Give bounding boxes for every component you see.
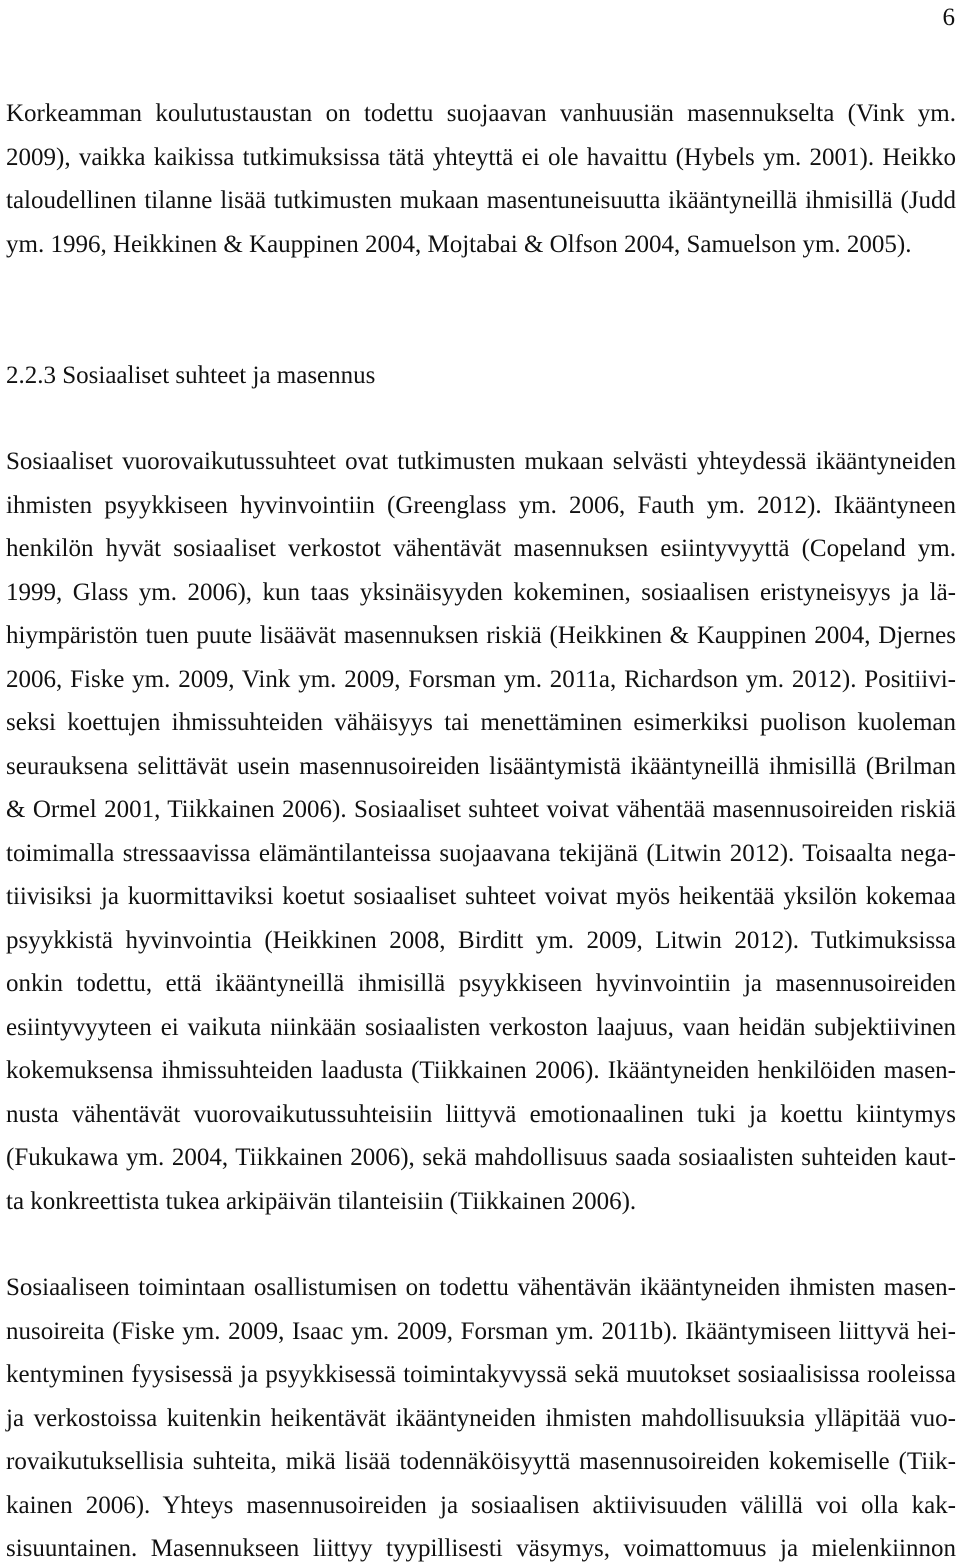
paragraph-line: kokemuksensa ihmissuhteiden laadusta (Tiikkainen 2006). Ikääntyneiden henkilöiden masen-: [6, 1057, 956, 1084]
body-paragraph: [6, 1266, 956, 1563]
paragraph-line: onkin todettu, että ikääntyneillä ihmisillä psyykkiseen hyvinvointiin ja masennusoireiden: [6, 970, 956, 997]
paragraph-line: ihmisten psyykkiseen hyvinvointiin (Greenglass ym. 2006, Fauth ym. 2012). Ikääntyneen: [6, 491, 956, 519]
paragraph-line: 2009), vaikka kaikissa tutkimuksissa tätä yhteyttä ei ole havaittu (Hybels ym. 2001). Heikko: [6, 143, 956, 171]
section-heading-block: [6, 354, 956, 398]
section-heading: 2.2.3 Sosiaaliset suhteet ja masennus: [6, 362, 376, 389]
paragraph-line: esiintyvyyteen ei vaikuta niinkään sosiaalisten verkoston laajuus, vaan heidän subjektiivinen: [6, 1013, 956, 1041]
paragraph-line: ja verkostoissa kuitenkin heikentävät ikääntyneiden ihmisten mahdollisuuksia ylläpitää vuo-: [6, 1404, 956, 1432]
paragraph-line: taloudellinen tilanne lisää tutkimusten mukaan masentuneisuutta ikääntyneillä ihmisillä (Judd: [6, 187, 956, 214]
paragraph-line: ta konkreettista tukea arkipäivän tilanteisiin (Tiikkainen 2006).: [6, 1187, 637, 1215]
paragraph-line: toimimalla stressaavissa elämäntilanteissa suojaavana tekijänä (Litwin 2012). Toisaalta nega-: [6, 839, 956, 867]
paragraph-line: (Fukukawa ym. 2004, Tiikkainen 2006), sekä mahdollisuus saada sosiaalisten suhteiden kaut-: [6, 1144, 956, 1171]
paragraph-line: kainen 2006). Yhteys masennusoireiden ja sosiaalisen aktiivisuuden välillä voi olla kak-: [6, 1491, 956, 1519]
paragraph-line: sisuuntainen. Masennukseen liittyy tyypillisesti väsymys, voimattomuus ja mielenkiinnon: [6, 1535, 956, 1562]
paragraph-line: seksi koettujen ihmissuhteiden vähäisyys tai menettäminen esimerkiksi puolison kuoleman: [6, 709, 956, 736]
paragraph-line: kentyminen fyysisessä ja psyykkisessä toimintakyvyssä sekä muutokset sosiaalisissa rooleissa: [6, 1361, 956, 1388]
body-paragraph: [6, 92, 956, 266]
paragraph-line: 2006, Fiske ym. 2009, Vink ym. 2009, Forsman ym. 2011a, Richardson ym. 2012). Positiivi-: [6, 665, 956, 693]
paragraph-line: hiympäristön tuen puute lisäävät masennuksen riskiä (Heikkinen & Kauppinen 2004, Djernes: [6, 622, 956, 649]
page-number: 6: [942, 4, 955, 31]
paragraph-line: 1999, Glass ym. 2006), kun taas yksinäisyyden kokeminen, sosiaalisen eristyneisyys ja lä-: [6, 578, 956, 606]
paragraph-line: nusta vähentävät vuorovaikutussuhteisiin liittyvä emotionaalinen tuki ja koettu kiintymys: [6, 1100, 956, 1128]
paragraph-line: tiivisiksi ja kuormittaviksi koetut sosiaaliset suhteet voivat myös heikentää yksilön kokemaa: [6, 883, 956, 910]
paragraph-line: henkilön hyvät sosiaaliset verkostot vähentävät masennuksen esiintyvyyttä (Copeland ym.: [6, 535, 956, 562]
paragraph-line: Sosiaaliseen toimintaan osallistumisen on todettu vähentävän ikääntyneiden ihmisten masen-: [6, 1274, 956, 1301]
paragraph-line: & Ormel 2001, Tiikkainen 2006). Sosiaaliset suhteet voivat vähentää masennusoireiden riskiä: [6, 796, 956, 823]
paragraph-line: Sosiaaliset vuorovaikutussuhteet ovat tutkimusten mukaan selvästi yhteydessä ikääntyneiden: [6, 448, 956, 475]
paragraph-line: ym. 1996, Heikkinen & Kauppinen 2004, Mojtabai & Olfson 2004, Samuelson ym. 2005).: [6, 230, 912, 258]
paragraph-line: seurauksena selittävät usein masennusoireiden lisääntymistä ikääntyneillä ihmisillä (Brilman: [6, 752, 956, 780]
paragraph-line: Korkeamman koulutustaustan on todettu suojaavan vanhuusiän masennukselta (Vink ym.: [6, 100, 956, 127]
paragraph-line: nusoireita (Fiske ym. 2009, Isaac ym. 2009, Forsman ym. 2011b). Ikääntymiseen liittyvä hei-: [6, 1317, 956, 1345]
body-paragraph: [6, 440, 956, 1223]
paragraph-line: psyykkistä hyvinvointia (Heikkinen 2008, Birditt ym. 2009, Litwin 2012). Tutkimuksissa: [6, 926, 956, 954]
paragraph-line: rovaikutuksellisia suhteita, mikä lisää todennäköisyyttä masennusoireiden kokemiselle (Tiik-: [6, 1448, 956, 1475]
